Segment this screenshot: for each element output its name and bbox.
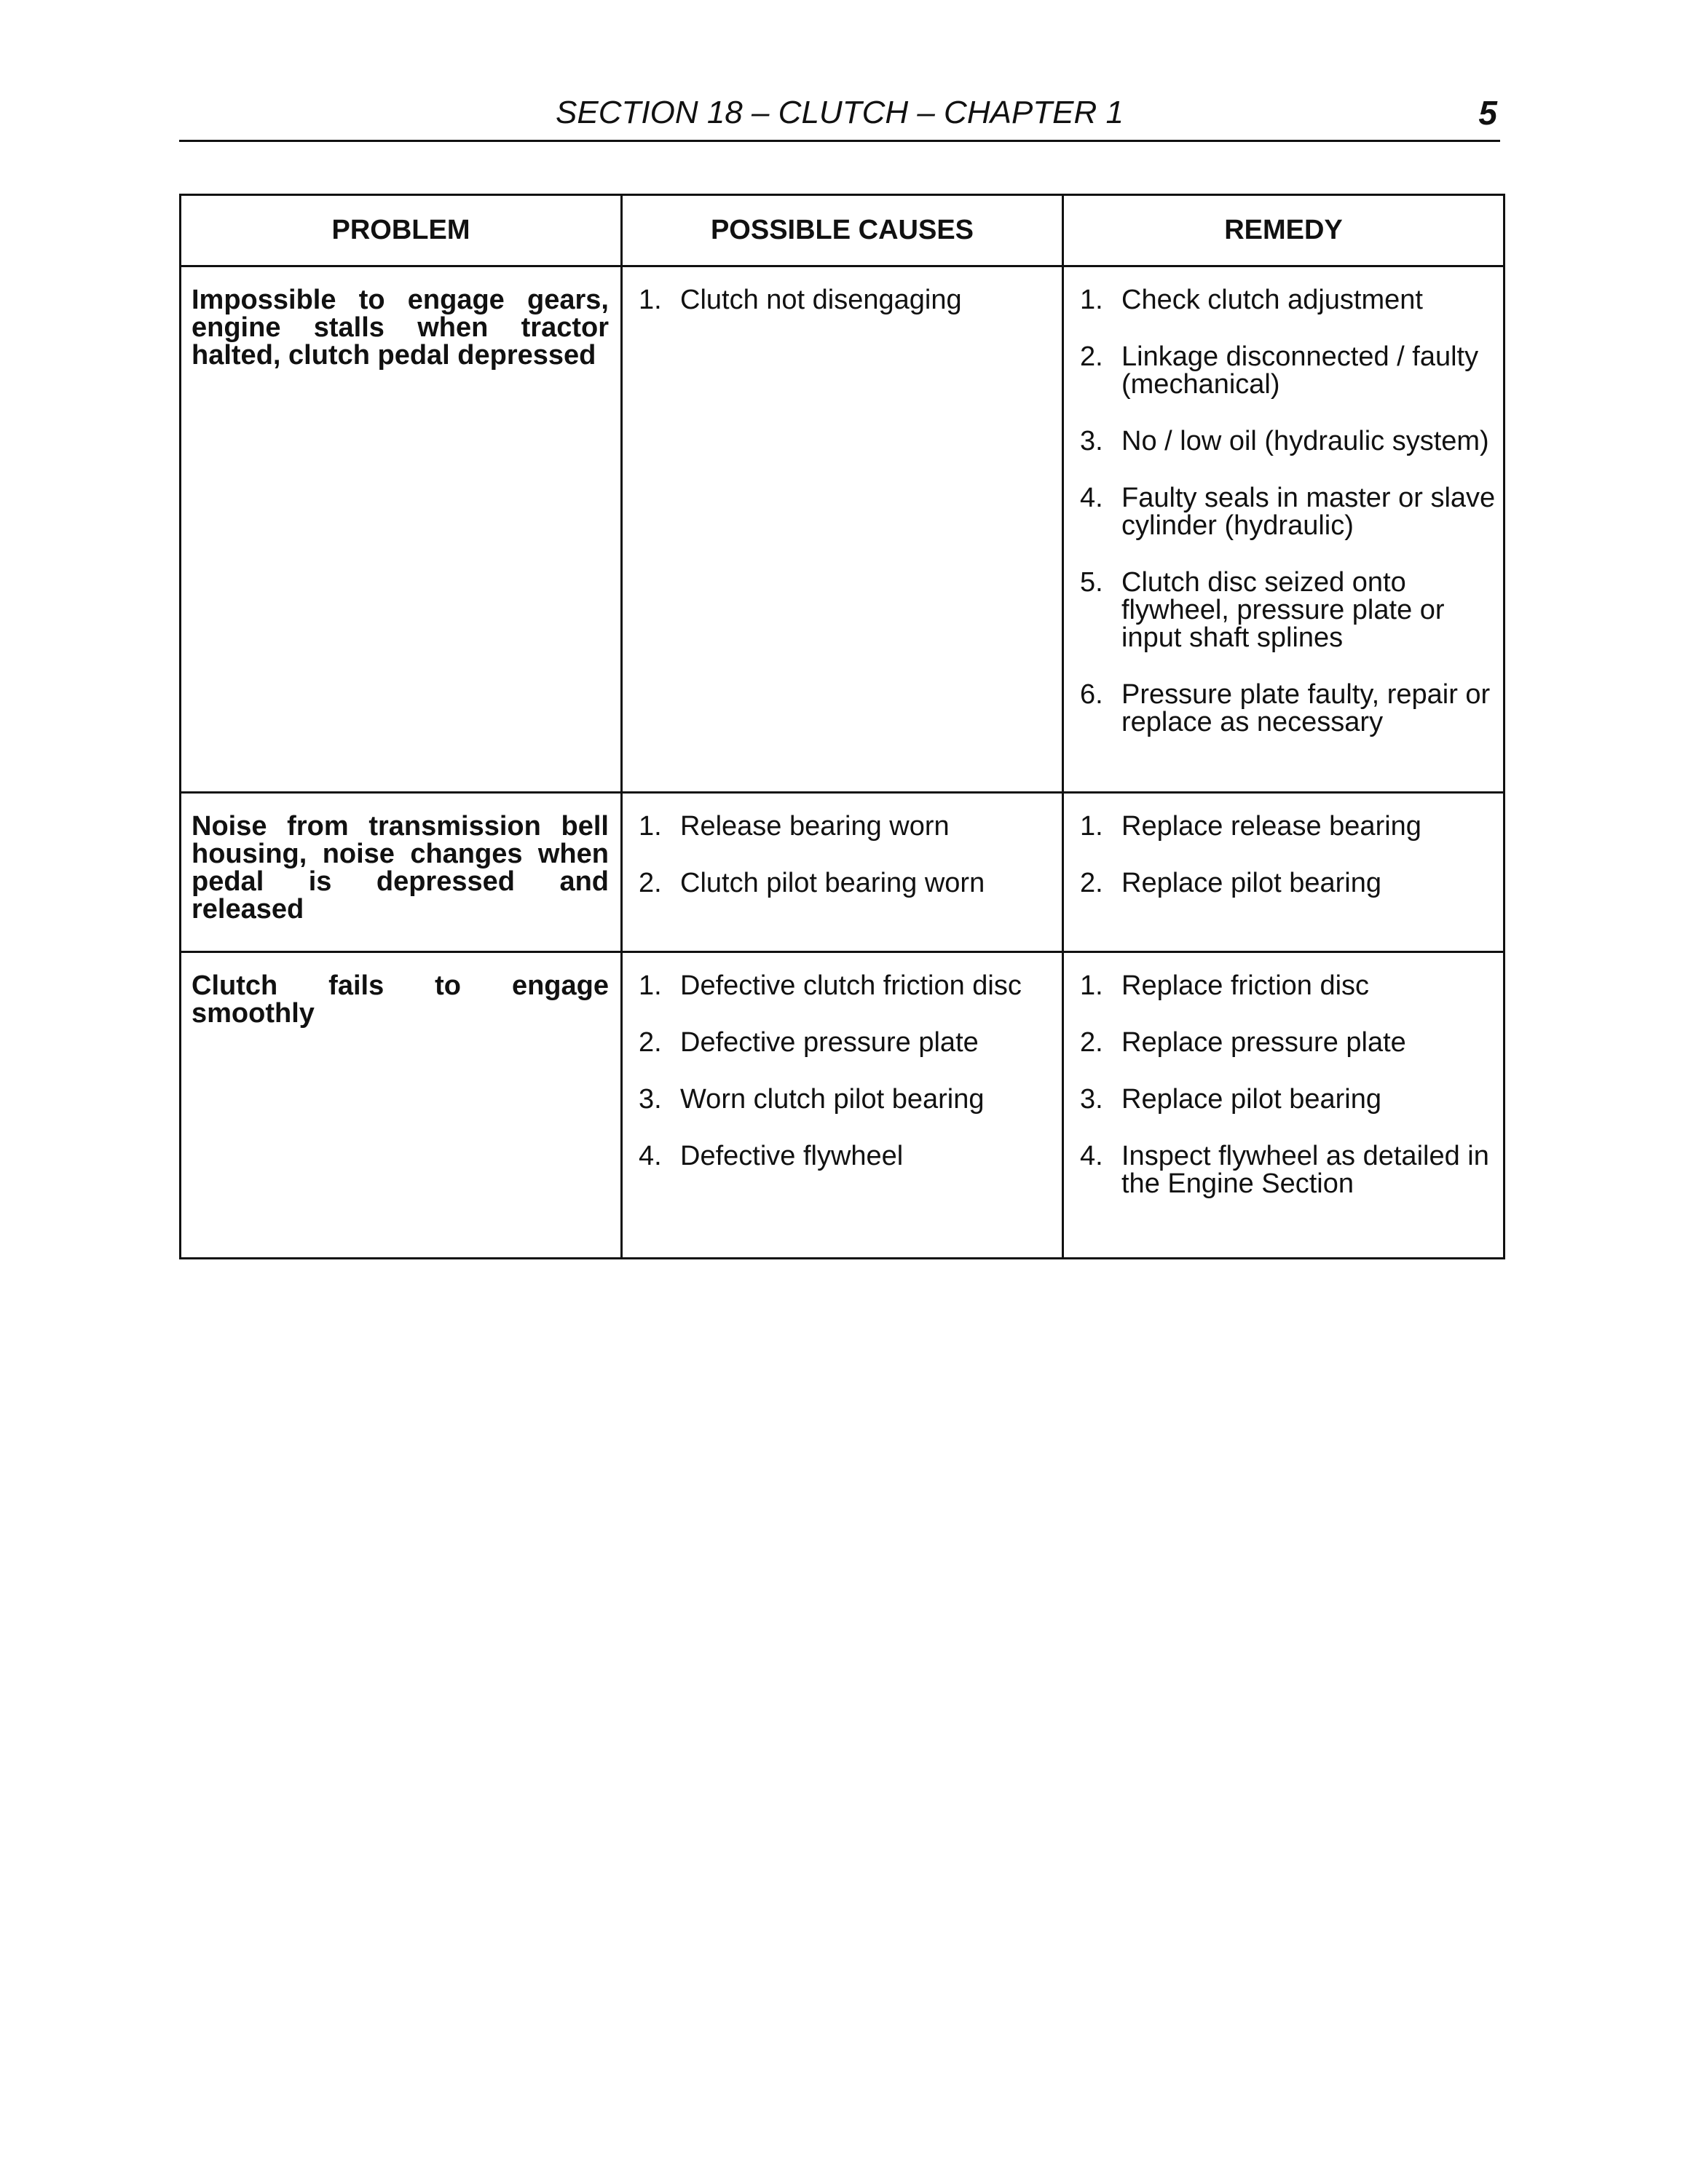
item-number: 1. xyxy=(639,970,662,1001)
item-text: Clutch pilot bearing worn xyxy=(680,868,985,898)
item-text: Release bearing worn xyxy=(680,811,950,842)
item-number: 4. xyxy=(639,1141,662,1171)
list-item xyxy=(639,286,1054,314)
item-number: 1. xyxy=(639,811,662,842)
item-text: Replace pressure plate xyxy=(1121,1027,1406,1058)
item-number: 3. xyxy=(1080,1084,1103,1115)
list-item xyxy=(1080,343,1496,398)
problem-cell: Clutch fails to engage smoothly xyxy=(181,952,622,1259)
list-item xyxy=(1080,972,1496,1000)
problem-cell: Impossible to engage gears, engine stalls when tractor halted, clutch pedal depressed xyxy=(181,266,622,793)
item-text: Linkage disconnected / faulty (mechanical) xyxy=(1121,341,1479,400)
item-number: 1. xyxy=(639,285,662,315)
item-text: Defective clutch friction disc xyxy=(680,970,1022,1001)
remedy-list xyxy=(1080,972,1496,1198)
table-row xyxy=(181,793,1504,952)
item-number: 1. xyxy=(1080,285,1103,315)
causes-cell xyxy=(622,266,1063,793)
item-number: 3. xyxy=(1080,426,1103,456)
item-number: 2. xyxy=(1080,341,1103,372)
problem-cell: Noise from transmission bell housing, noise changes when pedal is depressed and released xyxy=(181,793,622,952)
item-number: 3. xyxy=(639,1084,662,1115)
list-item xyxy=(1080,1142,1496,1198)
item-text: Replace pilot bearing xyxy=(1121,1084,1382,1115)
item-number: 5. xyxy=(1080,567,1103,598)
list-item xyxy=(639,869,1054,897)
item-number: 2. xyxy=(1080,868,1103,898)
list-item xyxy=(1080,569,1496,652)
list-item xyxy=(1080,869,1496,897)
list-item xyxy=(1080,1029,1496,1056)
troubleshooting-table xyxy=(179,194,1505,1259)
item-text: Replace pilot bearing xyxy=(1121,868,1382,898)
causes-list xyxy=(639,286,1054,314)
item-text: Worn clutch pilot bearing xyxy=(680,1084,985,1115)
causes-list xyxy=(639,812,1054,897)
page-number: 5 xyxy=(1478,94,1497,132)
column-header-problem: PROBLEM xyxy=(181,195,622,266)
item-text: Defective flywheel xyxy=(680,1141,904,1171)
item-number: 6. xyxy=(1080,679,1103,710)
item-text: Clutch not disengaging xyxy=(680,285,962,315)
table-row xyxy=(181,952,1504,1259)
item-number: 2. xyxy=(639,868,662,898)
list-item xyxy=(1080,286,1496,314)
item-text: Faulty seals in master or slave cylinder (hydraulic) xyxy=(1121,483,1496,541)
table-header-row xyxy=(181,195,1504,266)
remedy-cell xyxy=(1063,266,1504,793)
causes-cell xyxy=(622,952,1063,1259)
list-item xyxy=(639,1029,1054,1056)
table-row xyxy=(181,266,1504,793)
list-item xyxy=(639,1085,1054,1113)
item-text: Defective pressure plate xyxy=(680,1027,979,1058)
remedy-list xyxy=(1080,812,1496,897)
item-number: 2. xyxy=(639,1027,662,1058)
list-item xyxy=(639,812,1054,840)
section-title: SECTION 18 – CLUTCH – CHAPTER 1 xyxy=(556,95,1124,130)
item-text: Inspect flywheel as detailed in the Engine Section xyxy=(1121,1141,1489,1199)
list-item xyxy=(1080,484,1496,539)
item-number: 1. xyxy=(1080,970,1103,1001)
remedy-cell xyxy=(1063,793,1504,952)
list-item xyxy=(1080,1085,1496,1113)
list-item xyxy=(639,972,1054,1000)
causes-list xyxy=(639,972,1054,1170)
item-text: No / low oil (hydraulic system) xyxy=(1121,426,1489,456)
remedy-list xyxy=(1080,286,1496,736)
item-number: 2. xyxy=(1080,1027,1103,1058)
item-number: 4. xyxy=(1080,483,1103,513)
item-text: Clutch disc seized onto flywheel, pressure plate or input shaft splines xyxy=(1121,567,1445,653)
list-item xyxy=(1080,681,1496,736)
item-number: 1. xyxy=(1080,811,1103,842)
item-number: 4. xyxy=(1080,1141,1103,1171)
item-text: Pressure plate faulty, repair or replace as necessary xyxy=(1121,679,1491,737)
list-item xyxy=(1080,427,1496,455)
item-text: Check clutch adjustment xyxy=(1121,285,1423,315)
causes-cell xyxy=(622,793,1063,952)
remedy-cell xyxy=(1063,952,1504,1259)
page-header xyxy=(179,87,1500,142)
column-header-remedy: REMEDY xyxy=(1063,195,1504,266)
item-text: Replace friction disc xyxy=(1121,970,1370,1001)
item-text: Replace release bearing xyxy=(1121,811,1421,842)
list-item xyxy=(1080,812,1496,840)
column-header-possible-causes: POSSIBLE CAUSES xyxy=(622,195,1063,266)
list-item xyxy=(639,1142,1054,1170)
